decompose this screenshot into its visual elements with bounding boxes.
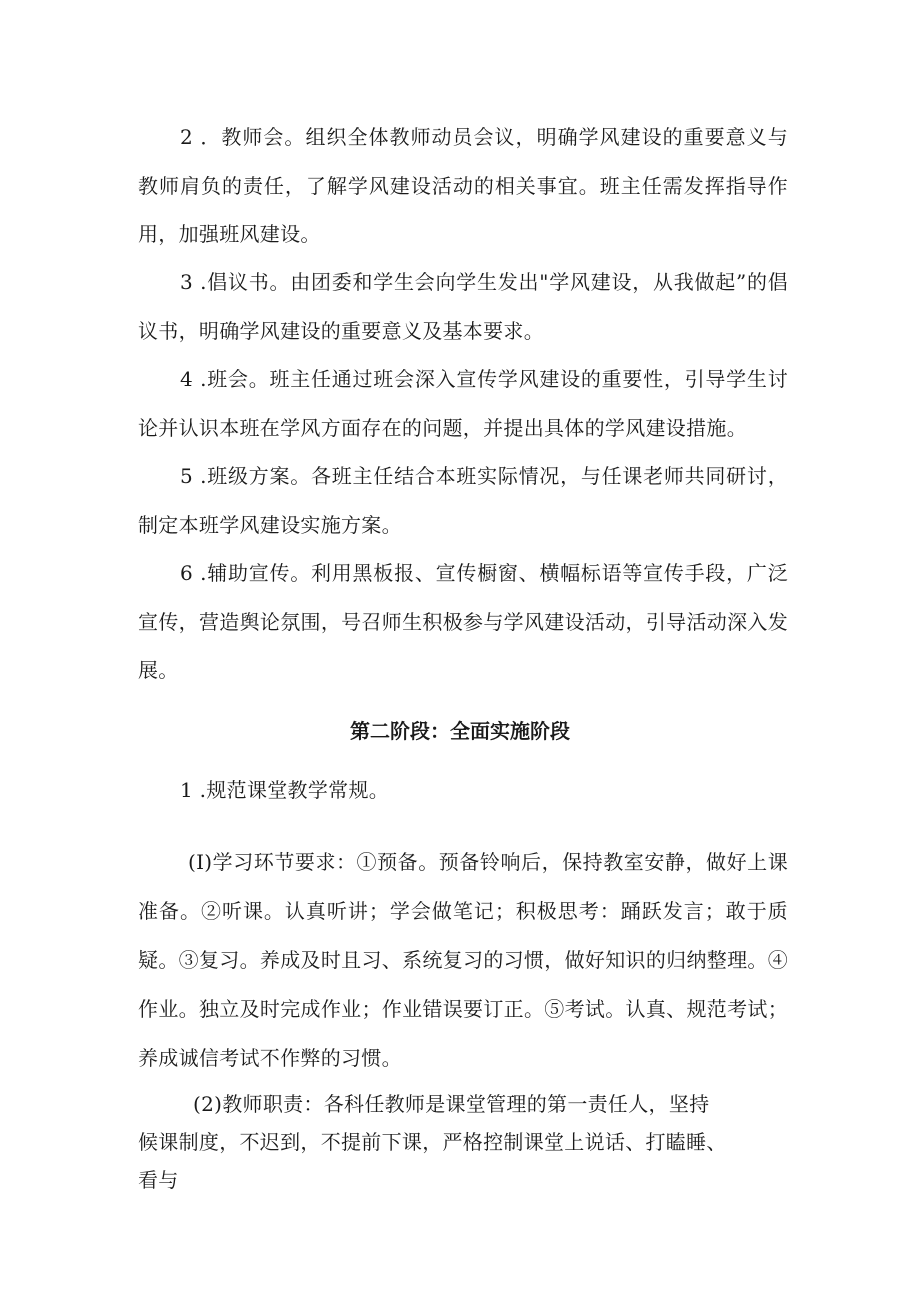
- paragraph-learning-requirements: (I)学习环节要求：①预备。预备铃响后，保持教室安静，做好上课准备。②听课。认真听讲；学会做笔记；积极思考：踊跃发言；敢于质疑。③复习。养成及时且习、系统复习的习惯，做好知识的归纳整理。④作业。独立及时完成作业；作业错误要订正。⑤考试。认真、规范考试；养成诚信考试不作弊的习惯。: [138, 850, 788, 1070]
- paragraph-class-plan: 5 .班级方案。各班主任结合本班实际情况，与任课老师共同研讨，制定本班学风建设实施方案。: [138, 464, 788, 537]
- paragraph-publicity: 6 .辅助宣传。利用黑板报、宣传橱窗、横幅标语等宣传手段，广泛宣传，营造舆论氛围，号召师生积极参与学风建设活动，引导活动深入发展。: [138, 561, 788, 682]
- paragraph-classroom-norms: 1 .规范课堂教学常规。: [180, 778, 390, 802]
- paragraph-class-meeting: 4 .班会。班主任通过班会深入宣传学风建设的重要性，引导学生讨论并认识本班在学风方面存在的问题，并提出具体的学风建设措施。: [138, 367, 788, 440]
- paragraph-teacher-meeting: 2 ．教师会。组织全体教师动员会议，明确学风建设的重要意义与教师肩负的责任，了解学风建设活动的相关事宜。班主任需发挥指导作用，加强班风建设。: [138, 125, 788, 246]
- paragraph-teacher-duties: (2)教师职责：各科任教师是课堂管理的第一责任人，坚持候课制度，不迟到，不提前下课，严格控制课堂上说话、打瞌睡、看与: [138, 1092, 727, 1192]
- section-heading: 第二阶段：全面实施阶段: [350, 719, 570, 743]
- paragraph-proposal: 3 .倡议书。由团委和学生会向学生发出"学风建设，从我做起”的倡议书，明确学风建设的重要意义及基本要求。: [138, 270, 788, 343]
